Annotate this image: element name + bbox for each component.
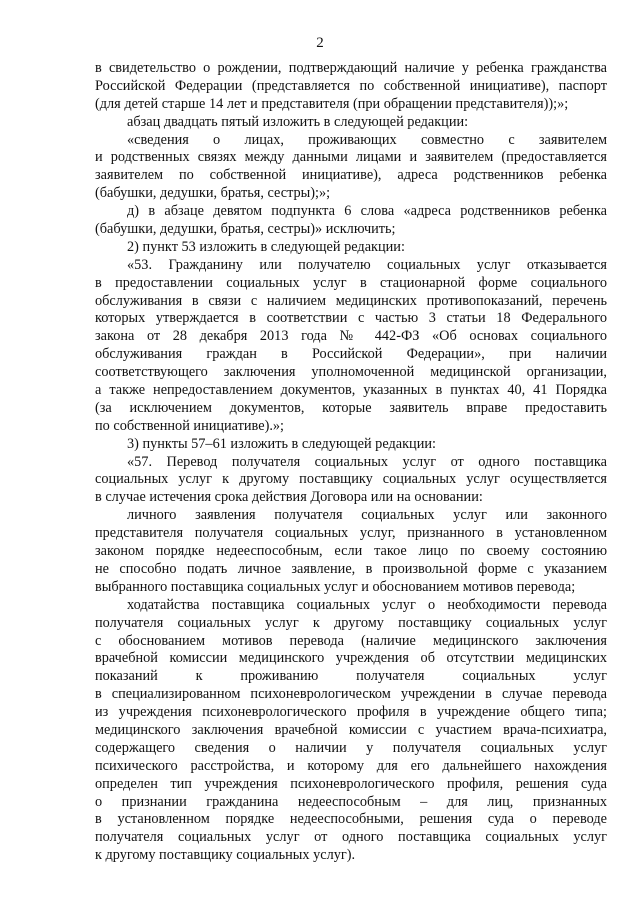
text-line: «57. Перевод получателя социальных услуг от одного поставщика <box>127 453 607 470</box>
page-number: 2 <box>316 35 324 51</box>
text-line: с обоснованием мотивов перевода (наличие медицинского заключения <box>95 632 607 649</box>
text-line: 2) пункт 53 изложить в следующей редакции: <box>127 238 405 255</box>
text-line: по собственной инициативе).»; <box>95 417 285 434</box>
text-line: из учреждения психоневрологического профиля в учреждение общего типа; <box>95 704 607 721</box>
text-line: содержащего сведения о наличии у получателя социальных услуг <box>95 739 607 756</box>
text-line: психического расстройства, и которому для его дальнейшего нахождения <box>95 757 607 774</box>
text-line: (для детей старше 14 лет и представителя (при обращении представителя));»; <box>95 95 569 112</box>
text-line: о признании гражданина недееспособным – для лиц, признанных <box>95 793 607 810</box>
text-line: и родственных связях между данными лицами и заявителем (предоставляется <box>95 149 607 166</box>
text-line: в установленном порядке недееспособными, решения суда о переводе <box>95 811 607 828</box>
text-line: абзац двадцать пятый изложить в следующей редакции: <box>127 113 469 130</box>
text-line: законом порядке недееспособным, если такое лицо по своему состоянию <box>95 543 607 560</box>
text-line: «53. Гражданину или получателю социальных услуг отказывается <box>127 256 607 273</box>
text-line: в свидетельство о рождении, подтверждающий наличие у ребенка гражданства <box>95 60 607 76</box>
text-line: ходатайства поставщика социальных услуг о необходимости перевода <box>127 596 607 613</box>
text-line: обслуживания граждан в Российской Федерации», при наличии <box>95 346 607 363</box>
text-line: выбранного поставщика социальных услуг и обоснованием мотивов перевода; <box>95 578 576 595</box>
text-line: к другому поставщику социальных услуг). <box>95 847 356 864</box>
text-line: (за исключением документов, которые заявитель вправе предоставить <box>95 399 607 416</box>
text-line: получателя социальных услуг от одного поставщика социальных услуг <box>95 829 607 846</box>
text-line: в предоставлении социальных услуг в стационарной форме социального <box>95 274 607 291</box>
text-line: представителя получателя социальных услуг, признанного в установленном <box>95 525 607 542</box>
text-line: соответствующего заключения уполномоченной медицинской организации, <box>95 364 607 381</box>
text-line: личного заявления получателя социальных услуг или законного <box>127 507 607 524</box>
text-line: (бабушки, дедушки, братья, сестры)» исключить; <box>95 221 396 238</box>
text-line: в случае истечения срока действия Договора или на основании: <box>95 489 483 506</box>
text-line: а также непредоставлением документов, указанных в пунктах 40, 41 Порядка <box>95 382 607 399</box>
text-line: определен тип учреждения психоневрологического профиля, решения суда <box>95 775 607 792</box>
text-line: врачебной комиссии медицинского учреждения об отсутствии медицинских <box>95 650 607 667</box>
text-line: закона от 28 декабря 2013 года № 442-ФЗ «Об основах социального <box>95 328 607 345</box>
text-line: «сведения о лицах, проживающих совместно с заявителем <box>127 131 607 148</box>
document-body <box>95 60 607 865</box>
text-line: которых утверждается в соответствии с частью 3 статьи 18 Федерального <box>95 310 607 327</box>
text-line: не способно подать личное заявление, в произвольной форме с указанием <box>95 560 607 577</box>
text-line: 3) пункты 57–61 изложить в следующей редакции: <box>127 435 436 452</box>
text-line: (бабушки, дедушки, братья, сестры);»; <box>95 185 331 202</box>
text-line: Российской Федерации (представляется по собственной инициативе), паспорт <box>95 77 607 94</box>
text-line: показаний к проживанию получателя социальных услуг <box>95 668 607 685</box>
text-line: д) в абзаце девятом подпункта 6 слова «адреса родственников ребенка <box>127 203 607 220</box>
text-line: получателя социальных услуг к другому поставщику социальных услуг <box>95 614 607 631</box>
text-line: в специализированном психоневрологическом учреждении в случае перевода <box>95 686 607 703</box>
text-line: заявителем по собственной инициативе), адреса родственников ребенка <box>95 167 607 184</box>
text-line: медицинского заключения врачебной комиссии с участием врача-психиатра, <box>95 721 607 738</box>
text-line: обслуживания в связи с наличием медицинских противопоказаний, перечень <box>95 292 607 309</box>
text-line: социальных услуг к другому поставщику социальных услуг осуществляется <box>95 471 607 488</box>
